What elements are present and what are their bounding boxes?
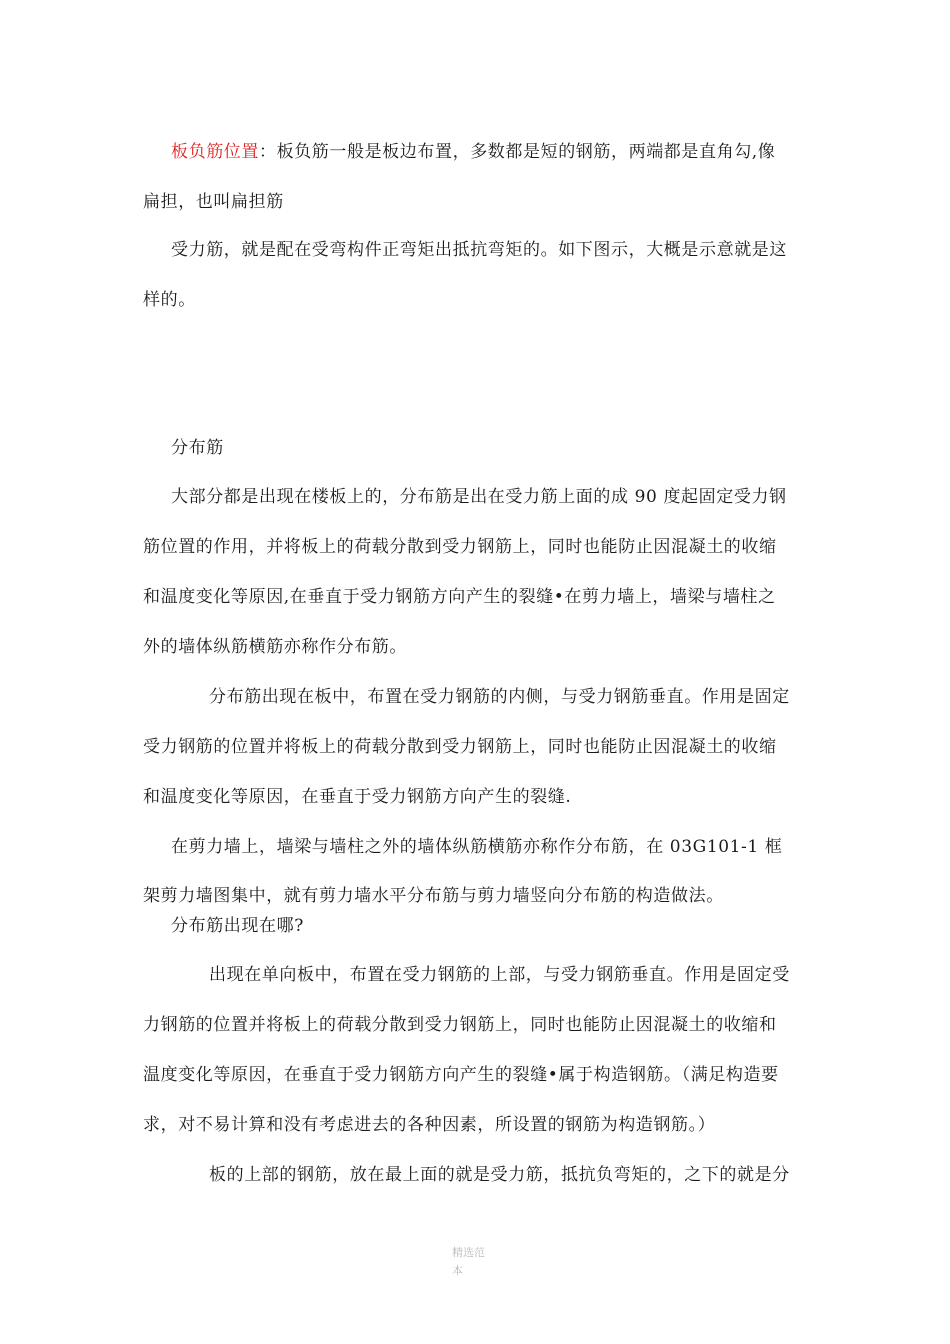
heading-where-distribution-rebar: 分布筋出现在哪? (171, 916, 304, 936)
paragraph-1-text: ：板负筋一般是板边布置，多数都是短的钢筋，两端都是直角勾,像 (259, 142, 776, 162)
heading-distribution-rebar: 分布筋 (171, 438, 224, 458)
footer-line-1: 精选范 (452, 1246, 485, 1259)
paragraph-4-line-3: 和温度变化等原因,在垂直于受力钢筋方向产生的裂缝•在剪力墙上，墙梁与墙柱之 (143, 587, 776, 607)
page-footer (452, 1244, 512, 1280)
paragraph-2-line-1: 受力筋，就是配在受弯构件正弯矩出抵抗弯矩的。如下图示，大概是示意就是这 (171, 240, 787, 260)
paragraph-1-line-1 (171, 140, 775, 164)
paragraph-8-line-4: 求，对不易计算和没有考虑进去的各种因素，所设置的钢筋为构造钢筋。） (143, 1115, 716, 1135)
paragraph-8-line-3: 温度变化等原因，在垂直于受力钢筋方向产生的裂缝•属于构造钢筋。（满足构造要 (143, 1065, 779, 1085)
paragraph-5-line-2: 受力钢筋的位置并将板上的荷载分散到受力钢筋上，同时也能防止因混凝土的收缩 (143, 737, 777, 757)
heading-negative-rebar-position: 板负筋位置 (171, 142, 259, 162)
paragraph-8-line-1: 出现在单向板中，布置在受力钢筋的上部，与受力钢筋垂直。作用是固定受 (209, 965, 790, 985)
paragraph-4-line-2: 筋位置的作用，并将板上的荷载分散到受力钢筋上，同时也能防止因混凝土的收缩 (143, 537, 777, 557)
paragraph-2-line-2: 样的。 (143, 290, 196, 310)
paragraph-9-line-1: 板的上部的钢筋，放在最上面的就是受力筋，抵抗负弯矩的，之下的就是分 (209, 1165, 790, 1185)
paragraph-6-line-1: 在剪力墙上，墙梁与墙柱之外的墙体纵筋横筋亦称作分布筋，在 03G101-1 框 (171, 837, 783, 857)
footer-line-2: 本 (452, 1264, 463, 1277)
paragraph-6-line-2: 架剪力墙图集中，就有剪力墙水平分布筋与剪力墙竖向分布筋的构造做法。 (143, 886, 724, 906)
paragraph-4-line-1: 大部分都是出现在楼板上的，分布筋是出在受力筋上面的成 90 度起固定受力钢 (171, 487, 787, 507)
paragraph-1-line-2: 扁担，也叫扁担筋 (143, 192, 284, 212)
paragraph-5-line-3: 和温度变化等原因，在垂直于受力钢筋方向产生的裂缝. (143, 787, 572, 807)
paragraph-5-line-1: 分布筋出现在板中，布置在受力钢筋的内侧，与受力钢筋垂直。作用是固定 (209, 687, 790, 707)
paragraph-4-line-4: 外的墙体纵筋横筋亦称作分布筋。 (143, 637, 407, 657)
paragraph-8-line-2: 力钢筋的位置并将板上的荷载分散到受力钢筋上，同时也能防止因混凝土的收缩和 (143, 1015, 777, 1035)
